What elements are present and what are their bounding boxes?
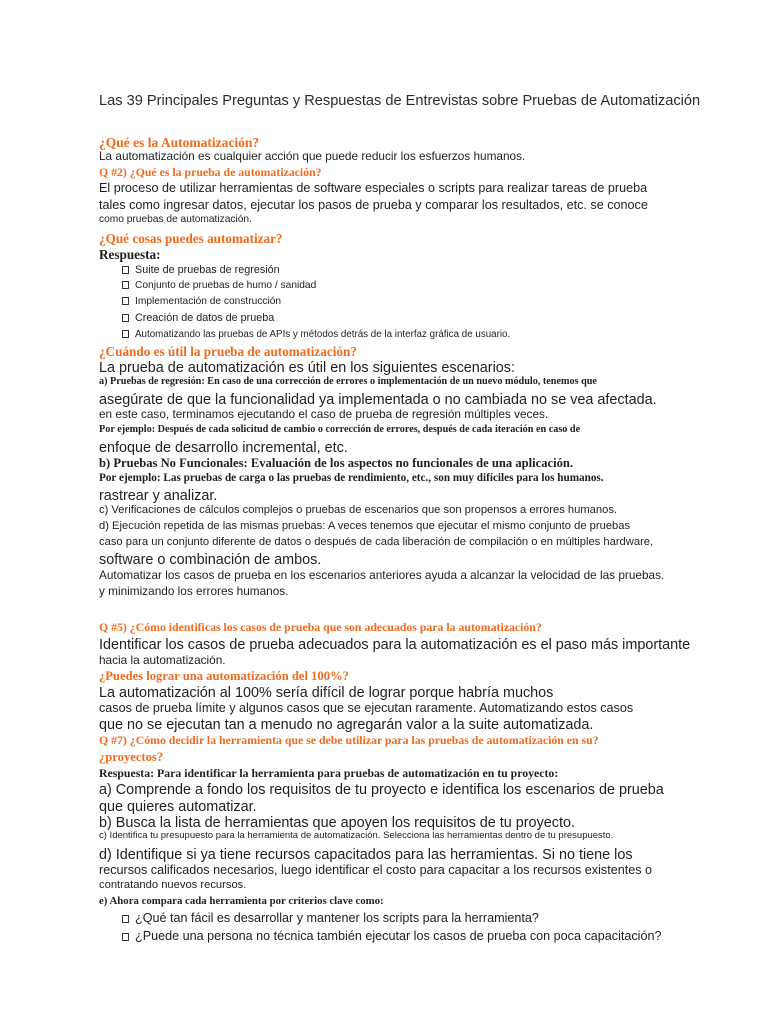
checkbox-bullet-icon bbox=[122, 266, 129, 274]
text-line bbox=[99, 393, 657, 407]
question-heading bbox=[99, 232, 283, 245]
text-line bbox=[99, 409, 548, 421]
line-text: d) Ejecución repetida de las mismas pruebas: A veces tenemos que ejecutar el mismo conjunto de pruebas bbox=[99, 520, 631, 532]
line-text: que quieres automatizar. bbox=[99, 799, 257, 815]
question-heading bbox=[99, 345, 357, 358]
line-text: Por ejemplo: Las pruebas de carga o las pruebas de rendimiento, etc., son muy difíciles para los humanos. bbox=[99, 472, 604, 484]
text-line bbox=[99, 768, 558, 780]
text-line bbox=[99, 702, 633, 715]
line-text: casos de prueba límite y algunos casos que se ejecutan raramente. Automatizando estos casos bbox=[99, 701, 634, 715]
line-text: Respuesta: bbox=[99, 247, 161, 262]
line-text: como pruebas de automatización. bbox=[99, 214, 252, 225]
line-text: b) Busca la lista de herramientas que apoyen los requisitos de tu proyecto. bbox=[99, 815, 575, 831]
text-line bbox=[99, 248, 161, 261]
text-line bbox=[99, 377, 597, 387]
line-text: Automatizar los casos de prueba en los escenarios anteriores ayuda a alcanzar la velocidad de las pruebas. bbox=[99, 568, 665, 582]
line-text: recursos calificados necesarios, luego identificar el costo para capacitar a los recursos existentes o bbox=[99, 863, 652, 877]
line-text: Creación de datos de prueba bbox=[135, 312, 275, 324]
text-line bbox=[99, 457, 573, 470]
text-line bbox=[99, 896, 384, 907]
question-heading bbox=[99, 735, 599, 747]
text-line bbox=[99, 473, 604, 484]
text-line bbox=[99, 718, 593, 732]
line-text: ¿Cuándo es útil la prueba de automatización? bbox=[99, 344, 357, 359]
line-text: Implementación de construcción bbox=[135, 296, 282, 307]
text-line bbox=[99, 361, 515, 375]
question-heading bbox=[99, 622, 542, 634]
line-text: Conjunto de pruebas de humo / sanidad bbox=[135, 280, 317, 291]
line-text: El proceso de utilizar herramientas de software especiales o scripts para realizar tareas de prueba bbox=[99, 181, 648, 195]
line-text: ¿Puede una persona no técnica también ejecutar los casos de prueba con poca capacitación? bbox=[135, 929, 662, 943]
checkbox-bullet-icon bbox=[122, 933, 129, 941]
line-text: contratando nuevos recursos. bbox=[99, 879, 247, 891]
line-text: e) Ahora compara cada herramienta por criterios clave como: bbox=[99, 895, 384, 907]
text-line bbox=[99, 848, 633, 862]
text-line bbox=[99, 151, 525, 163]
text-line bbox=[99, 816, 575, 830]
text-line bbox=[99, 537, 653, 548]
text-line bbox=[99, 521, 630, 532]
question-heading bbox=[99, 670, 349, 683]
text-line bbox=[99, 586, 288, 598]
text-line bbox=[99, 831, 613, 841]
checkbox-bullet-icon bbox=[122, 281, 129, 289]
line-text: ¿proyectos? bbox=[99, 750, 164, 764]
line-text: ¿Qué cosas puedes automatizar? bbox=[99, 231, 283, 246]
text-line bbox=[99, 655, 226, 667]
line-text: Respuesta: Para identificar la herramienta para pruebas de automatización en tu proyecto: bbox=[99, 766, 559, 780]
line-text: Automatizando las pruebas de APIs y métodos detrás de la interfaz gráfica de usuario. bbox=[135, 329, 511, 340]
text-line bbox=[99, 182, 647, 195]
line-text: La prueba de automatización es útil en los siguientes escenarios: bbox=[99, 360, 515, 376]
line-text: y minimizando los errores humanos. bbox=[99, 584, 289, 598]
line-text: hacia la automatización. bbox=[99, 653, 226, 667]
line-text: ¿Qué tan fácil es desarrollar y mantener los scripts para la herramienta? bbox=[135, 911, 539, 925]
line-text: tales como ingresar datos, ejecutar los pasos de prueba y comparar los resultados, etc. se conoce bbox=[99, 198, 648, 212]
line-text: Q #5) ¿Cómo identificas los casos de prueba que son adecuados para la automatización? bbox=[99, 620, 542, 634]
text-line bbox=[99, 570, 664, 582]
line-text: b) Pruebas No Funcionales: Evaluación de los aspectos no funcionales de una aplicación. bbox=[99, 456, 574, 470]
text-line bbox=[99, 553, 321, 567]
list-item bbox=[122, 281, 316, 291]
checkbox-bullet-icon bbox=[122, 330, 129, 338]
text-line bbox=[99, 880, 246, 891]
checkbox-bullet-icon bbox=[122, 314, 129, 322]
line-text: La automatización es cualquier acción que puede reducir los esfuerzos humanos. bbox=[99, 149, 526, 163]
line-text: a) Comprende a fondo los requisitos de tu proyecto e identifica los escenarios de prueba bbox=[99, 782, 664, 798]
document-title: Las 39 Principales Preguntas y Respuestas de Entrevistas sobre Pruebas de Automatización bbox=[99, 93, 701, 109]
line-text: Identificar los casos de prueba adecuados para la automatización es el paso más importante bbox=[99, 637, 691, 653]
line-text: c) Verificaciones de cálculos complejos o pruebas de escenarios que son propensos a errores humanos. bbox=[99, 504, 618, 516]
line-text: Q #7) ¿Cómo decidir la herramienta que se debe utilizar para las pruebas de automatización en su? bbox=[99, 733, 599, 747]
line-text: enfoque de desarrollo incremental, etc. bbox=[99, 440, 348, 456]
line-text: que no se ejecutan tan a menudo no agregarán valor a la suite automatizada. bbox=[99, 717, 594, 733]
line-text: rastrear y analizar. bbox=[99, 488, 218, 504]
line-text: software o combinación de ambos. bbox=[99, 552, 322, 568]
line-text: La automatización al 100% sería difícil de lograr porque habría muchos bbox=[99, 685, 554, 701]
line-text: caso para un conjunto diferente de datos o después de cada liberación de compilación o en múltiples hardware, bbox=[99, 536, 654, 548]
line-text: ¿Puedes lograr una automatización del 100%? bbox=[99, 669, 349, 683]
list-item bbox=[122, 313, 274, 324]
text-line bbox=[99, 686, 553, 700]
question-heading bbox=[99, 136, 259, 150]
list-item bbox=[122, 297, 281, 307]
line-text: a) Pruebas de regresión: En caso de una corrección de errores o implementación de un nuevo módulo, tenemos que bbox=[99, 376, 597, 387]
list-item bbox=[122, 265, 280, 276]
checkbox-bullet-icon bbox=[122, 915, 129, 923]
text-line bbox=[99, 638, 690, 652]
text-line bbox=[99, 199, 648, 212]
line-text: c) Identifica tu presupuesto para la herramienta de automatización. Selecciona las herramientas dentro de tu presupuesto. bbox=[99, 830, 614, 841]
line-text: d) Identifique si ya tiene recursos capacitados para las herramientas. Si no tiene los bbox=[99, 847, 633, 863]
checkbox-bullet-icon bbox=[122, 297, 129, 305]
line-text: Por ejemplo: Después de cada solicitud de cambio o corrección de errores, después de cada iteración en caso de bbox=[99, 424, 581, 435]
question-heading bbox=[99, 167, 322, 179]
line-text: Suite de pruebas de regresión bbox=[135, 264, 280, 276]
text-line bbox=[99, 441, 348, 455]
line-text: ¿Qué es la Automatización? bbox=[99, 135, 260, 150]
line-text: asegúrate de que la funcionalidad ya implementada o no cambiada no se vea afectada. bbox=[99, 392, 657, 408]
text-line bbox=[99, 215, 252, 225]
text-line bbox=[99, 489, 217, 503]
line-text: en este caso, terminamos ejecutando el caso de prueba de regresión múltiples veces. bbox=[99, 407, 549, 421]
text-line bbox=[99, 505, 617, 516]
question-heading bbox=[99, 751, 163, 764]
text-line bbox=[99, 425, 580, 435]
list-item bbox=[122, 912, 539, 925]
text-line bbox=[99, 783, 664, 797]
text-line bbox=[99, 864, 652, 877]
text-line bbox=[99, 800, 257, 814]
line-text: Q #2) ¿Qué es la prueba de automatización? bbox=[99, 165, 322, 179]
list-item bbox=[122, 930, 661, 943]
list-item bbox=[122, 330, 510, 340]
